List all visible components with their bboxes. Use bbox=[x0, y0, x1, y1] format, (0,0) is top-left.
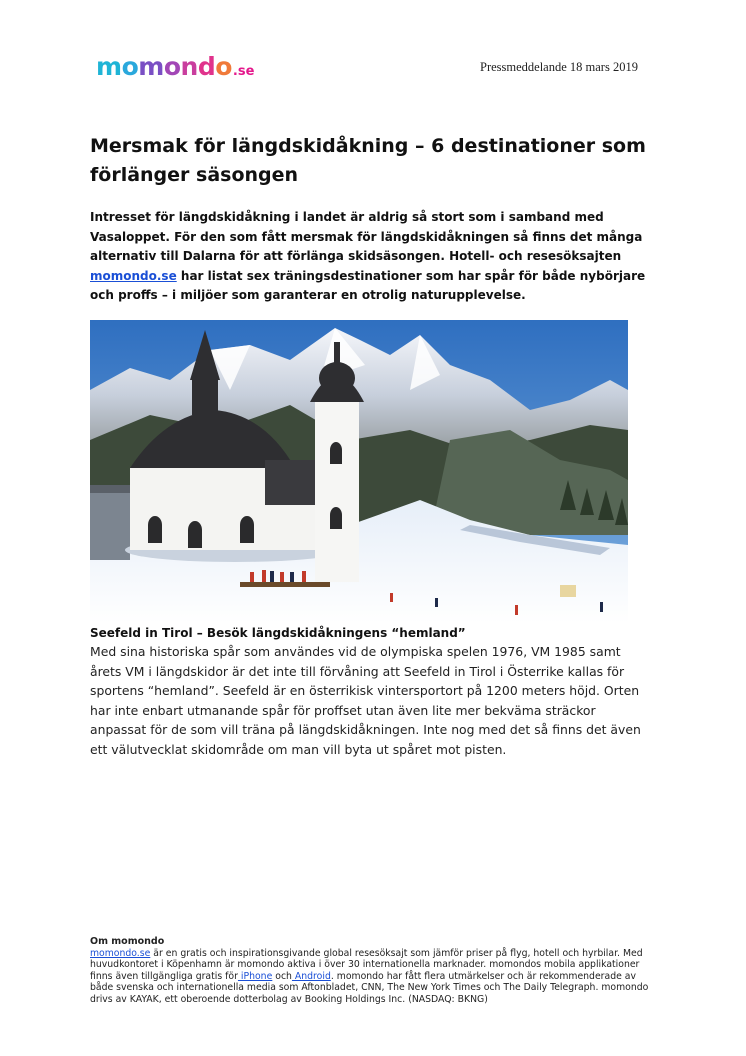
about-momondo bbox=[90, 936, 660, 1006]
logo-letter: m bbox=[138, 52, 164, 81]
logo-letter: n bbox=[180, 52, 198, 81]
momondo-link[interactable]: momondo.se bbox=[90, 268, 177, 283]
about-title: Om momondo bbox=[90, 936, 165, 947]
momondo-logo bbox=[96, 52, 254, 82]
logo-letter: o bbox=[121, 52, 139, 81]
logo-letter: d bbox=[197, 52, 216, 81]
logo-tld: .se bbox=[232, 64, 255, 79]
logo-letter: o bbox=[163, 52, 181, 81]
momondo-footer-link[interactable]: momondo.se bbox=[90, 947, 151, 959]
intro-text-end: har listat sex träningsdestinationer som har spår för både nybörjare och proffs – i miljöer som garanterar en otrolig naturupplevelse. bbox=[90, 268, 646, 302]
article-body: Med sina historiska spår som användes vid de olympiska spelen 1976, VM 1985 samt årets VM i längdskidor är det inte till förvåning att Seefeld in Tirol i Österrike kallas för sportens “hemland”. Seefeld är en österrikisk vintersportort på 1200 meters höjd. Orten har inte enbart utmanande spår för proffset utan även lite mer bekväma sträckor anpassat för de som vill träna på längdskidåkningen. Inte nog med det så finns det även ett välutvecklat skidområde om man vill byta ut spåret mot pisten. bbox=[90, 644, 641, 757]
android-link[interactable]: Android bbox=[291, 970, 331, 982]
photo-caption: Seefeld in Tirol – Besök längdskidåkningens “hemland” bbox=[90, 626, 466, 640]
about-text-1: är en gratis och inspirationsgivande global resesöksajt som jämför priser på flyg, hotell och hyrbilar. Med huvudkontoret i Köpenhamn är momondo aktiva i över 30 internationella marknader. momondos mobila applikationer finns även tillgängliga gratis för bbox=[90, 947, 643, 982]
logo-letter: m bbox=[96, 52, 122, 81]
seefeld-chapel-photo bbox=[90, 320, 628, 623]
about-text-3: . momondo har fått flera utmärkelser och är rekommenderade av både svenska och internationella media som Aftonbladet, CNN, The New York Times och The Daily Telegraph. momondo drivs av KAYAK, ett oberoende dotterbolag av Booking Holdings Inc. (NASDAQ: BKNG) bbox=[90, 970, 649, 1005]
article-title: Mersmak för längdskidåkning – 6 destinationer som förlänger säsongen bbox=[90, 135, 646, 186]
article-intro bbox=[90, 208, 660, 306]
logo-wordmark bbox=[96, 52, 232, 81]
press-release-date: Pressmeddelande 18 mars 2019 bbox=[480, 60, 638, 74]
about-text bbox=[90, 948, 660, 1006]
iphone-link[interactable]: iPhone bbox=[237, 970, 273, 982]
logo-letter: o bbox=[215, 52, 232, 81]
about-text-2: och bbox=[272, 970, 292, 982]
intro-text-start: Intresset för längdskidåkning i landet är aldrig så stort som i samband med Vasaloppet. För den som fått mersmak för längdskidåkningen så finns det många alternativ till Dalarna för att förlänga skidsäsongen. Hotell- och resesöksajten bbox=[90, 210, 643, 263]
